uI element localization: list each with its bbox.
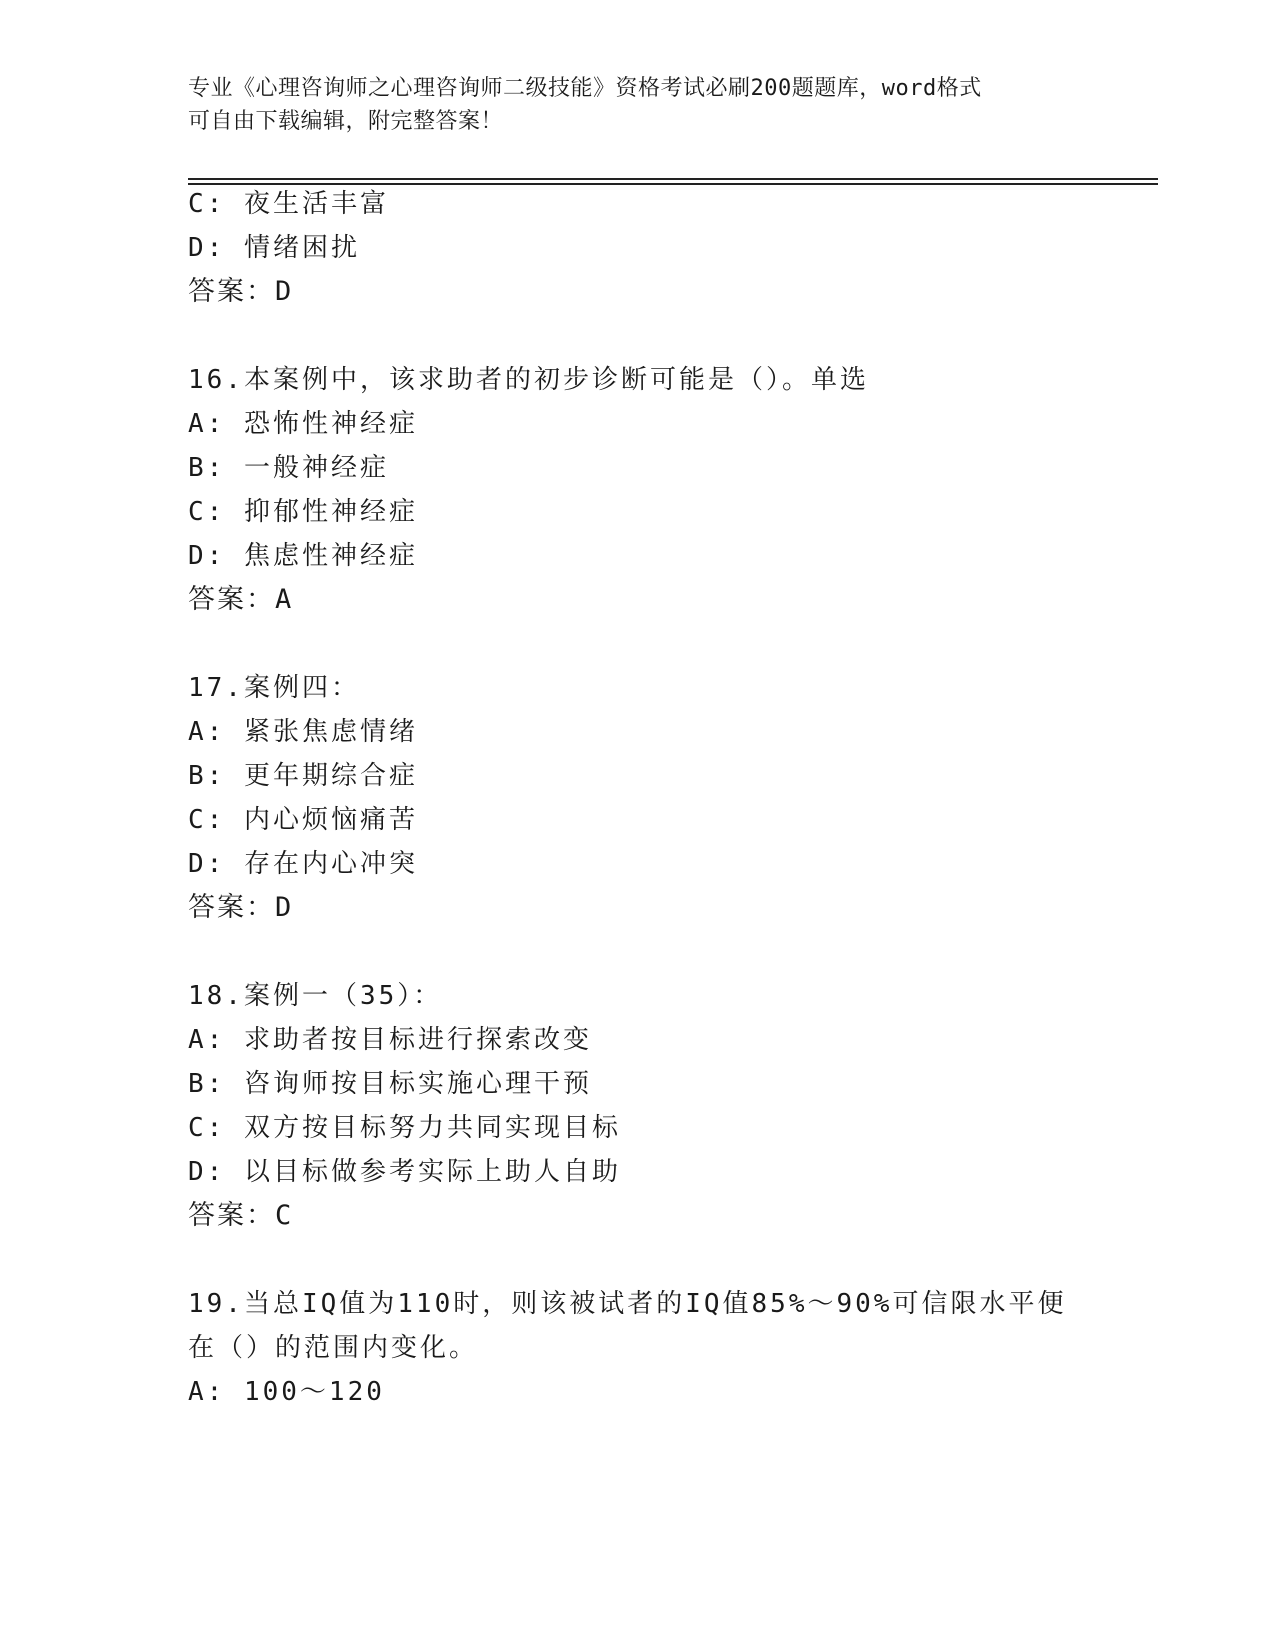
question-18-option-d: D: 以目标做参考实际上助人自助 <box>188 1157 621 1187</box>
question-17-option-b: B: 更年期综合症 <box>188 761 418 791</box>
question-18-option-a: A: 求助者按目标进行探索改变 <box>188 1025 592 1055</box>
answer-15: 答案：D <box>188 276 294 307</box>
answer-16: 答案：A <box>188 584 294 615</box>
question-19: 19.当总IQ值为110时，则该被试者的IQ值85%～90%可信限水平便 <box>188 1289 1067 1319</box>
question-18: 18.案例一（35）： <box>188 981 443 1011</box>
question-16-option-d: D: 焦虑性神经症 <box>188 541 418 571</box>
option-d: D: 情绪困扰 <box>188 233 360 263</box>
answer-17: 答案：D <box>188 892 294 923</box>
answer-18: 答案：C <box>188 1200 294 1231</box>
question-16-option-c: C: 抑郁性神经症 <box>188 497 418 527</box>
header-line-2: 可自由下载编辑，附完整答案！ <box>188 109 504 134</box>
header-divider-top <box>188 178 1158 180</box>
option-c: C: 夜生活丰富 <box>188 189 389 219</box>
question-17: 17.案例四： <box>188 673 360 703</box>
question-19-option-a: A: 100～120 <box>188 1377 385 1407</box>
header-divider-bottom <box>188 183 1158 185</box>
question-17-option-c: C: 内心烦恼痛苦 <box>188 805 418 835</box>
question-18-option-c: C: 双方按目标努力共同实现目标 <box>188 1113 621 1143</box>
question-16-option-b: B: 一般神经症 <box>188 453 389 483</box>
question-17-option-a: A: 紧张焦虑情绪 <box>188 717 418 747</box>
question-17-option-d: D: 存在内心冲突 <box>188 849 418 879</box>
question-19-continued: 在（）的范围内变化。 <box>188 1333 479 1363</box>
document-header <box>188 72 1068 138</box>
question-16-option-a: A: 恐怖性神经症 <box>188 409 418 439</box>
header-line-1: 专业《心理咨询师之心理咨询师二级技能》资格考试必刷200题题库，word格式 <box>188 76 982 101</box>
question-16: 16.本案例中，该求助者的初步诊断可能是（）。单选 <box>188 365 869 395</box>
question-18-option-b: B: 咨询师按目标实施心理干预 <box>188 1069 592 1099</box>
